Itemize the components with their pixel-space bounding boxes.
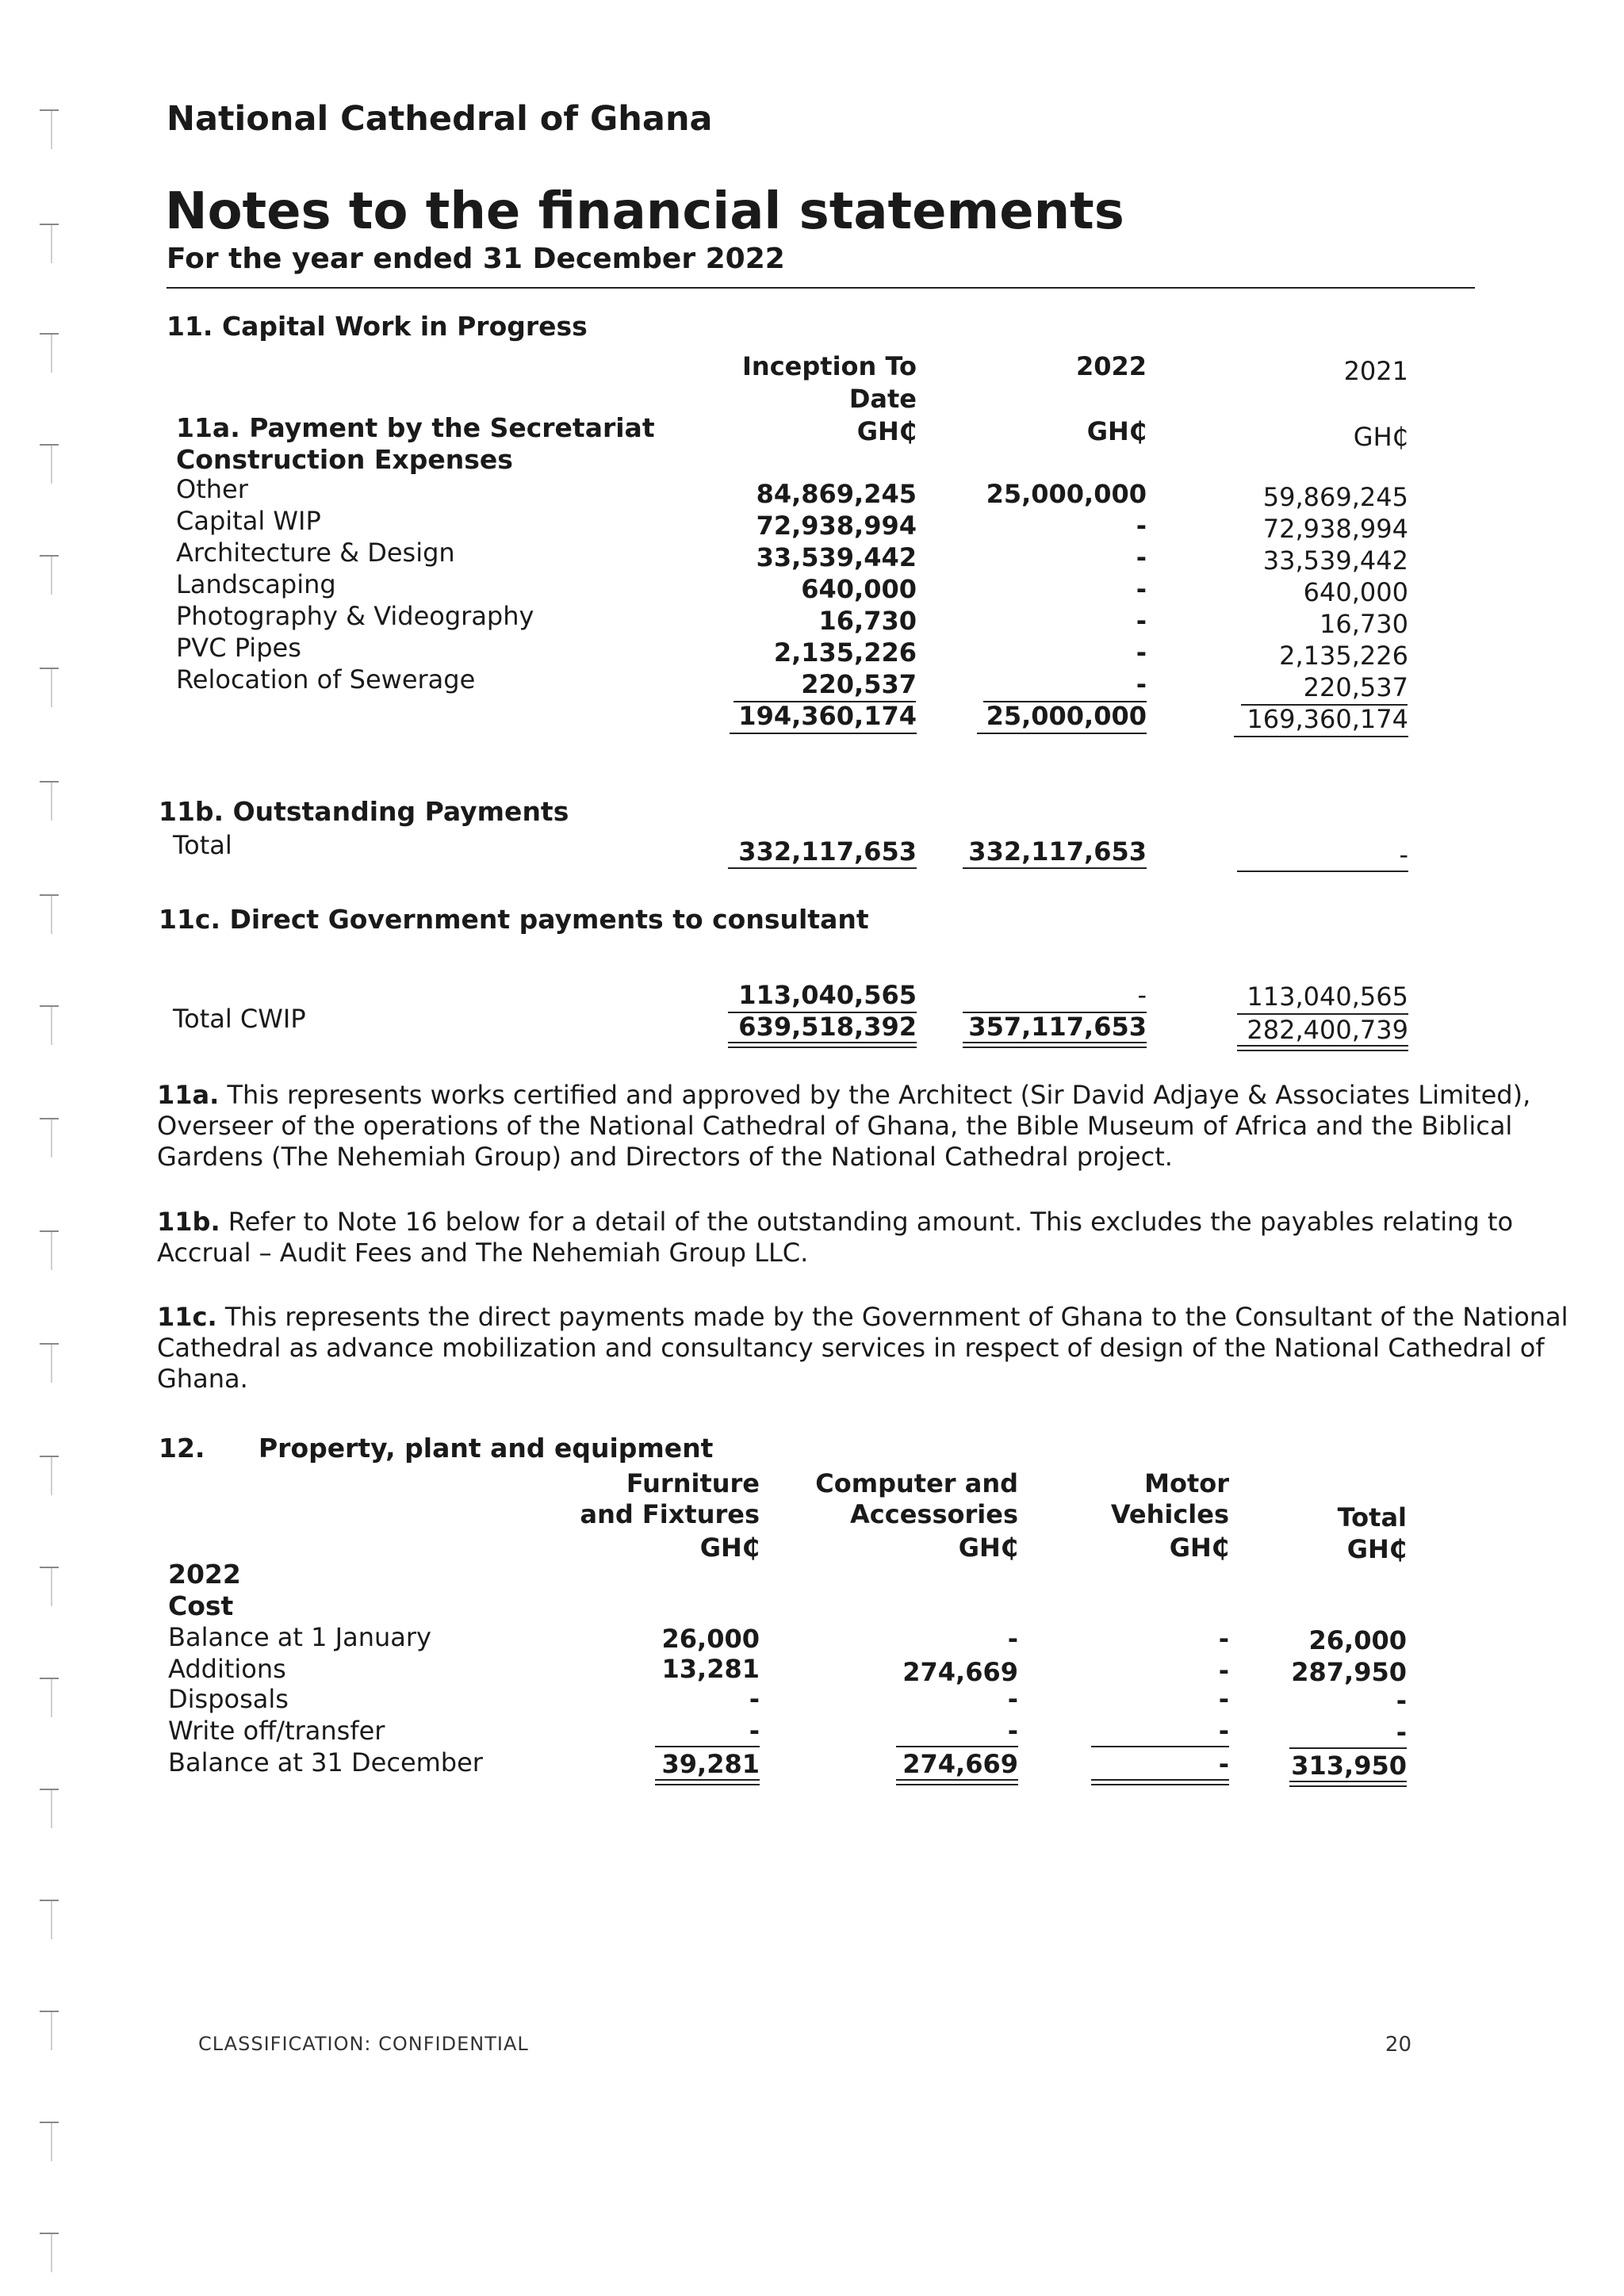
- col-inception-line2: Date: [848, 384, 917, 414]
- col-2021-currency: GH₵: [1353, 422, 1408, 452]
- row-label: Capital WIP: [176, 506, 321, 536]
- cell-inception: 2,135,226: [773, 637, 917, 668]
- grand-total-rule: [1091, 1779, 1229, 1785]
- total-cwip-2021: 282,400,739: [1247, 1015, 1408, 1045]
- total-cwip-label: Total CWIP: [173, 1004, 306, 1034]
- note11b-2021: -: [1399, 840, 1408, 870]
- cell-computer: -: [1007, 1624, 1018, 1654]
- cell-furniture: -: [749, 1716, 760, 1746]
- page-subtitle: For the year ended 31 December 2022: [167, 243, 785, 275]
- grand-total-rule: [655, 1779, 760, 1785]
- col-furniture-currency: GH₵: [699, 1533, 760, 1563]
- note11b-label: Total: [173, 830, 232, 860]
- note11c-heading: 11c. Direct Government payments to consultant: [159, 904, 869, 935]
- note11b-2022: 332,117,653: [968, 836, 1147, 867]
- cell-computer: -: [1007, 1716, 1018, 1746]
- row-label: Relocation of Sewerage: [176, 664, 476, 695]
- total-rule: [1237, 871, 1408, 872]
- note11b-heading: 11b. Outstanding Payments: [159, 796, 569, 827]
- note-text: Refer to Note 16 below for a detail of the outstanding amount. This excludes the payables relating to Accrual – Audit Fees and The Nehemiah Group LLC.: [157, 1207, 1514, 1268]
- note12-heading: Property, plant and equipment: [259, 1433, 714, 1464]
- cell-2021: 59,869,245: [1262, 482, 1408, 512]
- closing-motor: -: [1218, 1749, 1229, 1779]
- header-rule: [167, 287, 1475, 289]
- col-2022: 2022: [1075, 351, 1147, 381]
- cell-furniture: 13,281: [661, 1654, 760, 1684]
- note11c-inception: 113,040,565: [738, 980, 917, 1010]
- cell-inception: 220,537: [801, 669, 917, 699]
- col-2021: 2021: [1343, 356, 1408, 386]
- cell-motor: -: [1218, 1655, 1229, 1686]
- cell-2021: 2,135,226: [1279, 641, 1408, 671]
- total-rule: [730, 733, 917, 734]
- total-cwip-inception: 639,518,392: [738, 1012, 917, 1042]
- cell-total: -: [1396, 1717, 1407, 1747]
- row-label: Other: [176, 474, 248, 504]
- cell-inception-total: 194,360,174: [738, 701, 917, 731]
- col-2022-currency: GH₵: [1086, 416, 1147, 446]
- col-computer-currency: GH₵: [958, 1533, 1018, 1563]
- row-label: Disposals: [168, 1684, 289, 1714]
- grand-total-rule: [896, 1779, 1018, 1785]
- subtotal-rule: [896, 1746, 1018, 1747]
- page-number: 20: [1385, 2033, 1411, 2057]
- cell-2022: -: [1136, 542, 1147, 572]
- note11c-explanation: [157, 1302, 1568, 1395]
- row-label: Architecture & Design: [176, 538, 455, 568]
- col-computer-line2: Accessories: [850, 1499, 1018, 1529]
- cell-2021: 640,000: [1303, 577, 1408, 607]
- cell-inception: 16,730: [818, 606, 917, 636]
- cell-2021-total: 169,360,174: [1247, 704, 1408, 734]
- total-rule: [963, 867, 1147, 869]
- classification-label: CLASSIFICATION: CONFIDENTIAL: [198, 2033, 529, 2055]
- note11c-2022: -: [1137, 980, 1147, 1010]
- col-motor-currency: GH₵: [1169, 1533, 1229, 1563]
- row-label: Write off/transfer: [168, 1716, 385, 1746]
- col-motor-line1: Motor: [1144, 1468, 1229, 1498]
- note11a-heading-line2: Construction Expenses: [176, 444, 513, 475]
- total-cwip-2022: 357,117,653: [968, 1012, 1147, 1042]
- cell-2022: -: [1136, 574, 1147, 604]
- cell-2022: -: [1136, 637, 1147, 668]
- grand-total-rule: [1289, 1781, 1407, 1787]
- cell-total: -: [1396, 1686, 1407, 1716]
- note11b-explanation: [157, 1207, 1568, 1269]
- subtotal-rule: [1091, 1746, 1229, 1747]
- grand-total-rule: [963, 1042, 1147, 1048]
- note-tag: 11a.: [157, 1080, 220, 1110]
- note-tag: 11b.: [157, 1207, 220, 1237]
- col-inception-currency: GH₵: [856, 416, 917, 446]
- cell-2022-total: 25,000,000: [986, 701, 1147, 731]
- row-label: Additions: [168, 1654, 286, 1684]
- note11-heading: 11. Capital Work in Progress: [167, 311, 588, 342]
- grand-total-rule: [728, 1042, 917, 1048]
- cell-total: 287,950: [1291, 1657, 1407, 1687]
- cell-furniture: -: [749, 1684, 760, 1714]
- cell-2021: 72,938,994: [1262, 514, 1408, 544]
- col-computer-line1: Computer and: [815, 1468, 1018, 1498]
- row-label: PVC Pipes: [176, 633, 301, 663]
- note-text: This represents works certified and approved by the Architect (Sir David Adjaye & Associates Limited), Overseer of the operations of the National Cathedral of Ghana, the Bible Museum of Africa and the Biblical Gardens (The Nehemiah Group) and Directors of the National Cathedral project.: [157, 1080, 1531, 1172]
- closing-computer: 274,669: [902, 1749, 1018, 1779]
- cell-computer: -: [1007, 1684, 1018, 1714]
- row-label: Balance at 1 January: [168, 1622, 431, 1652]
- page-title: Notes to the financial statements: [165, 182, 1124, 241]
- total-rule: [1234, 736, 1408, 737]
- cell-inception: 84,869,245: [756, 479, 917, 509]
- note-text: This represents the direct payments made by the Government of Ghana to the Consultant of the National Cathedral as advance mobilization and consultancy services in respect of design of the National Cathedral of Ghana.: [157, 1302, 1568, 1394]
- organization-name: National Cathedral of Ghana: [167, 99, 713, 139]
- cell-2022: -: [1136, 606, 1147, 636]
- total-rule: [728, 867, 917, 869]
- row-label: Photography & Videography: [176, 601, 534, 631]
- cell-furniture: 26,000: [661, 1624, 760, 1654]
- col-total: Total: [1337, 1502, 1407, 1533]
- cell-2021: 16,730: [1320, 609, 1408, 639]
- cell-computer: 274,669: [902, 1657, 1018, 1687]
- col-furniture-line2: and Fixtures: [580, 1499, 760, 1529]
- cell-2022: -: [1136, 669, 1147, 699]
- closing-total: 313,950: [1291, 1751, 1407, 1781]
- note11c-2021: 113,040,565: [1247, 982, 1408, 1012]
- note11a-explanation: [157, 1080, 1568, 1173]
- total-rule: [977, 733, 1147, 734]
- note11a-heading-line1: 11a. Payment by the Secretariat: [176, 412, 655, 443]
- closing-furniture: 39,281: [661, 1749, 760, 1779]
- subtotal-rule: [1289, 1747, 1407, 1749]
- col-inception-line1: Inception To: [742, 351, 917, 381]
- cell-2021: 33,539,442: [1262, 545, 1408, 576]
- cell-inception: 33,539,442: [756, 542, 917, 572]
- cell-inception: 72,938,994: [756, 511, 917, 541]
- note-tag: 11c.: [157, 1302, 217, 1332]
- col-furniture-line1: Furniture: [626, 1468, 760, 1498]
- note12-group: Cost: [168, 1590, 234, 1621]
- cell-motor: -: [1218, 1716, 1229, 1746]
- cell-2021: 220,537: [1303, 672, 1408, 702]
- col-motor-line2: Vehicles: [1110, 1499, 1229, 1529]
- note12-number: 12.: [159, 1433, 205, 1464]
- cell-total: 26,000: [1308, 1625, 1407, 1655]
- note12-year: 2022: [168, 1559, 241, 1590]
- closing-label: Balance at 31 December: [168, 1747, 483, 1777]
- grand-total-rule: [1237, 1045, 1408, 1051]
- cell-motor: -: [1218, 1684, 1229, 1714]
- row-label: Landscaping: [176, 569, 336, 599]
- note11b-inception: 332,117,653: [738, 836, 917, 867]
- col-total-currency: GH₵: [1346, 1534, 1407, 1564]
- cell-motor: -: [1218, 1624, 1229, 1654]
- cell-inception: 640,000: [801, 574, 917, 604]
- cell-2022: -: [1136, 511, 1147, 541]
- subtotal-rule: [655, 1746, 760, 1747]
- cell-2022: 25,000,000: [986, 479, 1147, 509]
